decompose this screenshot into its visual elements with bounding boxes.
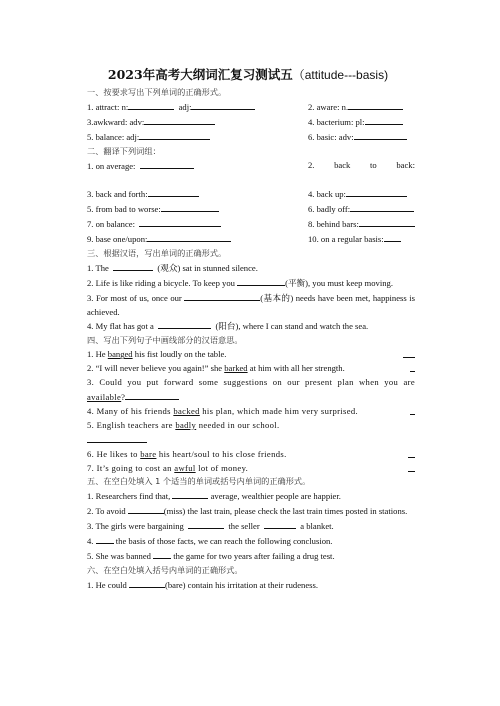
answer-blank[interactable] (161, 202, 219, 212)
answer-blank[interactable] (350, 202, 414, 212)
s3-question-4: 4. My flat has got a (阳台), where I can stand and watch the sea. (87, 321, 369, 332)
s6-question-1: 1. He could (bare) contain his irritation at their rudeness. (87, 579, 318, 590)
answer-blank[interactable] (87, 433, 147, 443)
answer-blank[interactable] (346, 187, 407, 197)
answer-blank[interactable] (408, 462, 415, 472)
answer-blank[interactable] (125, 390, 179, 400)
answer-blank[interactable] (96, 534, 114, 544)
s2-row-3: 5. from bad to worse: 6. badly off: (87, 202, 415, 217)
s4-question-4: 4. Many of his friends backed his plan, which made him very surprised. (87, 405, 415, 419)
s1-row-3: 5. balance: adj: 6. basic: adv: (87, 130, 415, 145)
worksheet-page (87, 66, 415, 593)
answer-blank[interactable] (237, 276, 285, 286)
s1-row-2: 3.awkward: adv: 4. bacterium: pl: (87, 115, 415, 130)
page-title (81, 66, 415, 84)
answer-blank[interactable] (408, 448, 415, 458)
answer-blank[interactable] (348, 100, 403, 110)
answer-blank[interactable] (139, 130, 210, 140)
answer-blank[interactable] (148, 187, 199, 197)
answer-blank[interactable] (128, 100, 174, 110)
s5-question-4: 4. the basis of those facts, we can reach the following conclusion. (87, 536, 333, 547)
s4-question-3: 3. Could you put forward some suggestions on our present plan when you are available? (87, 377, 415, 403)
s4-question-5: 5. English teachers are badly needed in our school. (87, 419, 280, 430)
answer-blank[interactable] (128, 504, 164, 514)
s3-question-2: 2. Life is like riding a bicycle. To keep you (平衡), you must keep moving. (87, 277, 393, 288)
answer-blank[interactable] (365, 115, 403, 125)
s5-question-1: 1. Researchers find that, average, wealthier people are happier. (87, 491, 341, 502)
answer-blank[interactable] (158, 319, 211, 329)
s5-question-5: 5. She was banned the game for two years after failing a drug test. (87, 550, 335, 561)
s5-question-2: 2. To avoid (miss) the last train, please check the last train times posted in stations. (87, 506, 408, 517)
answer-blank[interactable] (410, 362, 415, 372)
s4-question-1: 1. He banged his fist loudly on the table. (87, 348, 415, 362)
answer-blank[interactable] (129, 578, 165, 588)
s2-row-5: 9. base one/upon: 10. on a regular basis: (87, 232, 415, 247)
answer-blank[interactable] (384, 232, 401, 242)
s2-row-2: 3. back and forth: 4. back up: (87, 187, 415, 202)
answer-blank[interactable] (354, 130, 407, 140)
answer-blank[interactable] (113, 261, 153, 271)
section-2-heading: 二、翻译下列词组： (87, 145, 161, 156)
answer-space (87, 173, 415, 187)
s5-question-3: 3. The girls were bargaining the seller a blanket. (87, 521, 334, 532)
section-6-heading: 六、在空白处填入括号内单词的正确形式。 (87, 564, 243, 575)
answer-blank[interactable] (172, 489, 208, 499)
answer-blank[interactable] (147, 232, 231, 242)
answer-blank[interactable] (144, 115, 215, 125)
s2-row-4: 7. on balance: 8. behind bars: (87, 217, 415, 232)
answer-blank[interactable] (188, 519, 224, 529)
answer-blank[interactable] (184, 291, 260, 301)
s4-question-6: 6. He likes to bare his heart/soul to his close friends. (87, 448, 415, 462)
s3-question-1: 1. The (观众) sat in stunned silence. (87, 262, 258, 273)
answer-blank[interactable] (153, 549, 171, 559)
s3-question-3: 3. For most of us, once our (基本的) needs have been met, happiness is achieved. (87, 292, 415, 317)
section-4-heading: 四、写出下列句子中画线部分的汉语意思。 (87, 335, 243, 346)
title-main: 2023年高考大纲词汇复习测试五 (107, 67, 293, 82)
s4-question-2: 2. “I will never believe you again!” she barked at him with all her strength. (87, 362, 415, 376)
s4-question-7: 7. It’s going to cost an awful lot of money. (87, 462, 415, 476)
answer-blank[interactable] (191, 100, 255, 110)
s2-row-1: 1. on average: 2. back to back: (87, 159, 415, 171)
answer-blank[interactable] (140, 159, 194, 169)
answer-blank[interactable] (264, 519, 296, 529)
section-3-heading: 三、根据汉语，写出单词的正确形式。 (87, 247, 227, 258)
answer-blank[interactable] (403, 348, 415, 358)
answer-blank[interactable] (139, 217, 221, 227)
section-1-heading: 一、按要求写出下列单词的正确形式。 (87, 87, 227, 97)
answer-blank[interactable] (410, 405, 415, 415)
title-sub: （attitude---basis) (292, 68, 389, 82)
s1-row-1: 1. attract: n: adj: 2. aware: n. (87, 100, 415, 115)
answer-blank[interactable] (359, 217, 415, 227)
s4-answer-line (87, 433, 415, 448)
section-5-heading: 五、在空白处填入 1 个适当的单词或括号内单词的正确形式。 (87, 476, 311, 487)
